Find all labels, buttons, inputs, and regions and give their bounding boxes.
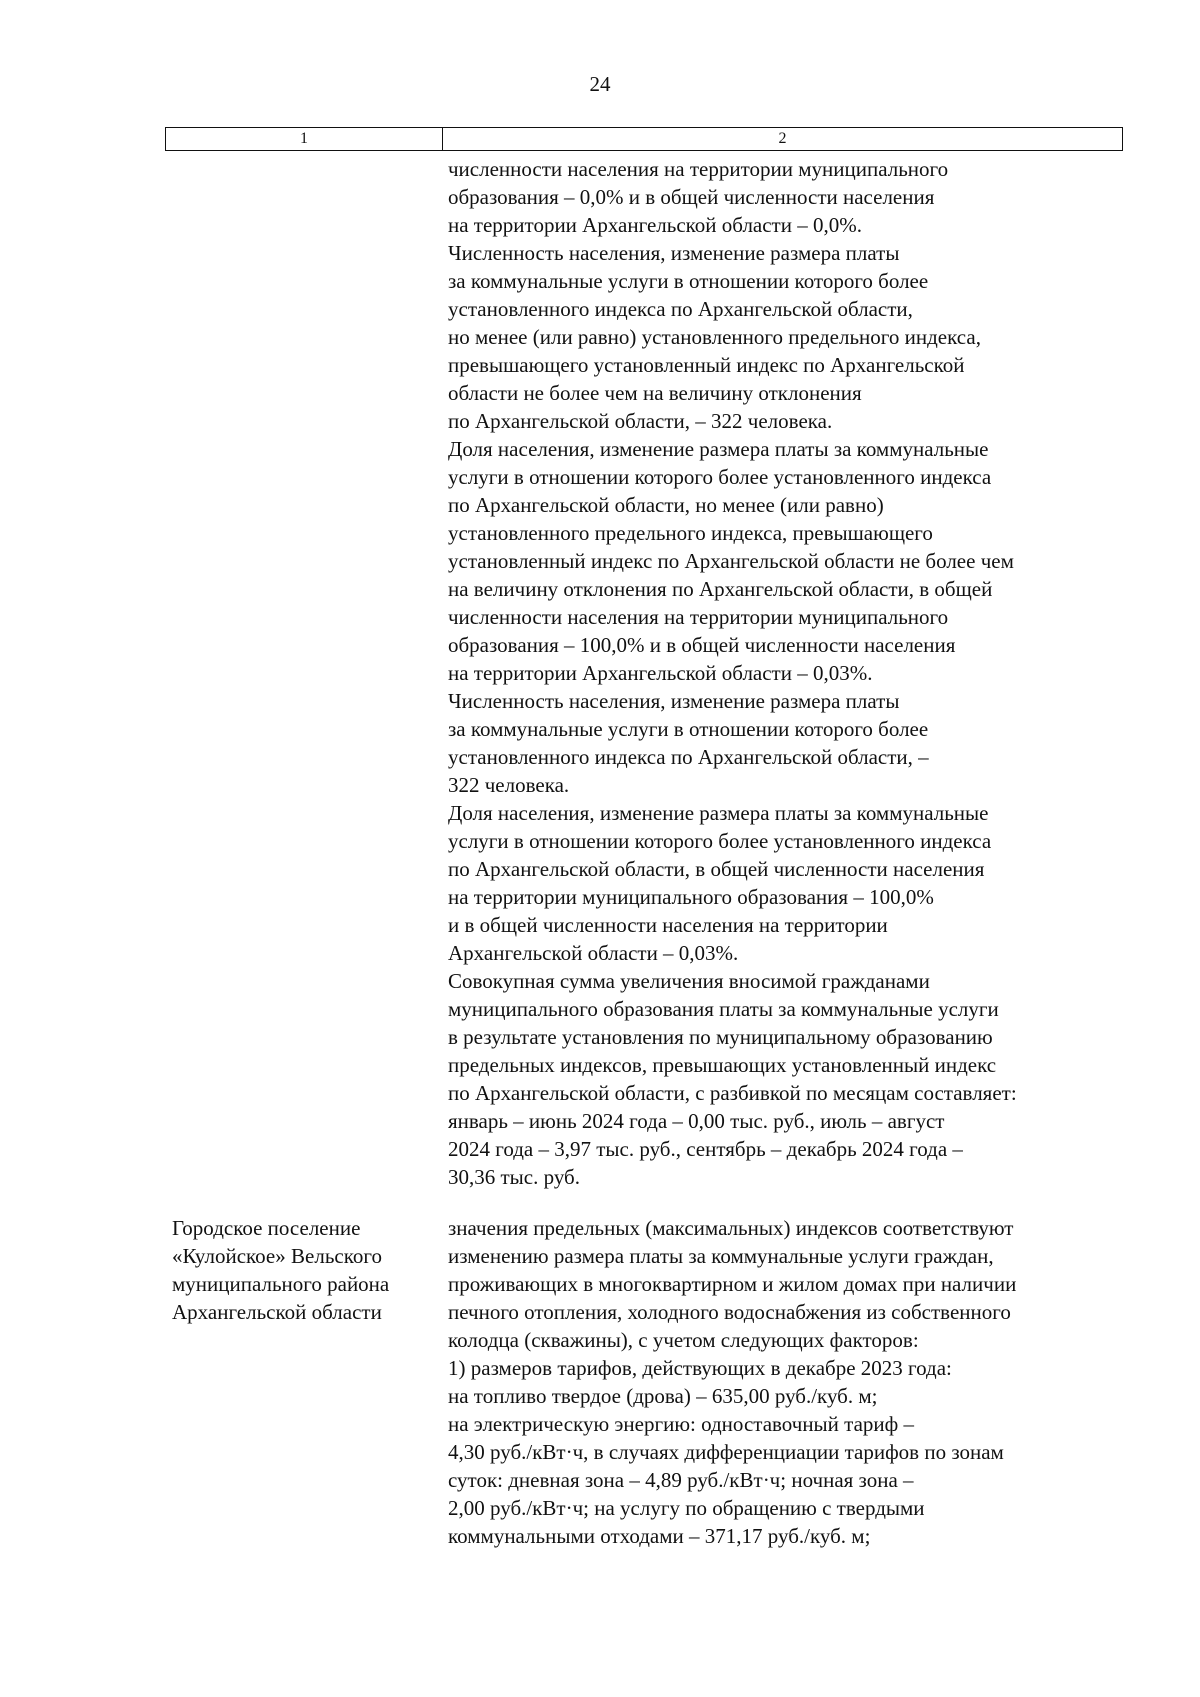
text-line: на территории Архангельской области – 0,03%. [448, 661, 873, 685]
text-line: по Архангельской области, – 322 человека. [448, 409, 833, 433]
text-line: на величину отклонения по Архангельской области, в общей [448, 577, 993, 601]
municipality-label [172, 1214, 434, 1326]
text-line: колодца (скважины), с учетом следующих факторов: [448, 1328, 919, 1352]
text-line: установленный индекс по Архангельской области не более чем [448, 549, 1014, 573]
text-line: значения предельных (максимальных) индексов соответствуют [448, 1216, 1014, 1240]
text-line: январь – июнь 2024 года – 0,00 тыс. руб., июль – август [448, 1109, 945, 1133]
text-line: на топливо твердое (дрова) – 635,00 руб./куб. м; [448, 1384, 878, 1408]
label-line: Архангельской области [172, 1300, 382, 1324]
label-line: муниципального района [172, 1272, 390, 1296]
text-line: 2,00 руб./кВт·ч; на услугу по обращению с твердыми [448, 1496, 925, 1520]
label-line: «Кулойское» Вельского [172, 1244, 382, 1268]
table-header-col-2: 2 [778, 130, 787, 147]
text-line: изменению размера платы за коммунальные услуги граждан, [448, 1244, 994, 1268]
text-line: Доля населения, изменение размера платы за коммунальные [448, 801, 989, 825]
text-line: на территории муниципального образования – 100,0% [448, 885, 934, 909]
text-line: но менее (или равно) установленного предельного индекса, [448, 325, 981, 349]
text-line: по Архангельской области, но менее (или равно) [448, 493, 884, 517]
text-line: услуги в отношении которого более установленного индекса [448, 829, 992, 853]
text-line: Совокупная сумма увеличения вносимой гражданами [448, 969, 930, 993]
text-line: на электрическую энергию: одноставочный тариф – [448, 1412, 914, 1436]
text-line: установленного индекса по Архангельской области, [448, 297, 913, 321]
table-header [165, 127, 1123, 151]
text-line: услуги в отношении которого более установленного индекса [448, 465, 992, 489]
text-line: и в общей численности населения на территории [448, 913, 888, 937]
text-line: 2024 года – 3,97 тыс. руб., сентябрь – декабрь 2024 года – [448, 1137, 963, 1161]
text-line: Архангельской области – 0,03%. [448, 941, 739, 965]
text-line: суток: дневная зона – 4,89 руб./кВт·ч; ночная зона – [448, 1468, 914, 1492]
text-line: проживающих в многоквартирном и жилом домах при наличии [448, 1272, 1017, 1296]
text-line: Доля населения, изменение размера платы за коммунальные [448, 437, 989, 461]
text-line: образования – 100,0% и в общей численности населения [448, 633, 956, 657]
label-line: Городское поселение [172, 1216, 361, 1240]
text-line: в результате установления по муниципальному образованию [448, 1025, 993, 1049]
text-line: области не более чем на величину отклонения [448, 381, 862, 405]
text-line: Численность населения, изменение размера платы [448, 241, 900, 265]
text-line: за коммунальные услуги в отношении которого более [448, 717, 929, 741]
text-line: Численность населения, изменение размера платы [448, 689, 900, 713]
text-line: 30,36 тыс. руб. [448, 1165, 580, 1189]
text-line: установленного индекса по Архангельской области, – [448, 745, 929, 769]
text-line: численности населения на территории муниципального [448, 157, 949, 181]
text-line: печного отопления, холодного водоснабжения из собственного [448, 1300, 1011, 1324]
text-line: муниципального образования платы за коммунальные услуги [448, 997, 999, 1021]
municipality-description [448, 1214, 1128, 1550]
text-line: предельных индексов, превышающих установленный индекс [448, 1053, 997, 1077]
text-line: образования – 0,0% и в общей численности населения [448, 185, 935, 209]
text-line: численности населения на территории муниципального [448, 605, 949, 629]
text-line: на территории Архангельской области – 0,0%. [448, 213, 862, 237]
text-line: установленного предельного индекса, превышающего [448, 521, 933, 545]
continuation-text [448, 155, 1128, 1191]
text-line: 322 человека. [448, 773, 570, 797]
text-line: коммунальными отходами – 371,17 руб./куб. м; [448, 1524, 871, 1548]
text-line: по Архангельской области, в общей численности населения [448, 857, 985, 881]
table-header-col-1: 1 [166, 128, 443, 150]
text-line: по Архангельской области, с разбивкой по месяцам составляет: [448, 1081, 1017, 1105]
text-line: 1) размеров тарифов, действующих в декабре 2023 года: [448, 1356, 952, 1380]
text-line: за коммунальные услуги в отношении которого более [448, 269, 929, 293]
page-number: 24 [589, 72, 611, 96]
text-line: превышающего установленный индекс по Архангельской [448, 353, 965, 377]
text-line: 4,30 руб./кВт·ч, в случаях дифференциации тарифов по зонам [448, 1440, 1004, 1464]
